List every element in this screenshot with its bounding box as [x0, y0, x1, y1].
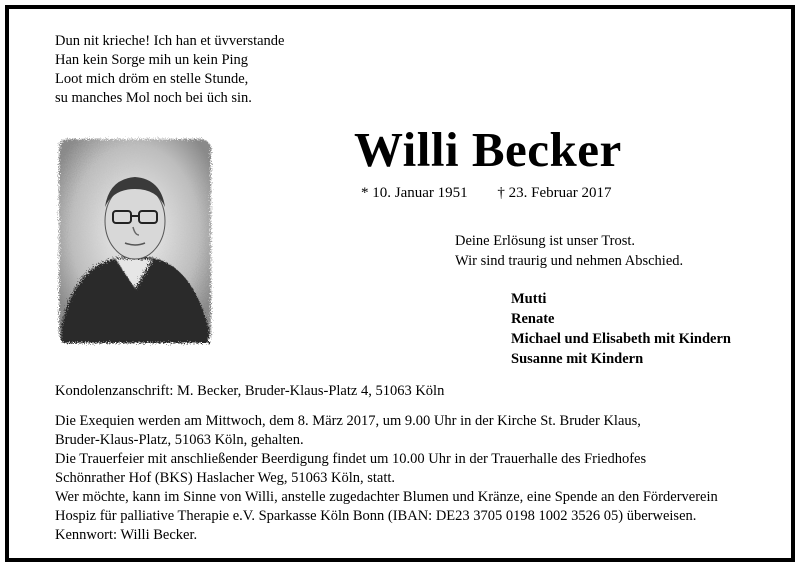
poem: [55, 32, 285, 108]
details-line: Bruder-Klaus-Platz, 51063 Köln, gehalten.: [55, 432, 304, 448]
mourner-name: Mutti: [511, 291, 547, 307]
farewell-quote: [455, 231, 683, 271]
quote-line: Wir sind traurig und nehmen Abschied.: [455, 253, 684, 269]
details-line: Wer möchte, kann im Sinne von Willi, anstelle zugedachter Blumen und Kränze, eine Spende an den Förderverein: [55, 489, 718, 505]
details-line: Hospiz für palliative Therapie e.V. Sparkasse Köln Bonn (IBAN: DE23 3705 0198 1002 3526 05) überweisen.: [55, 508, 697, 524]
poem-line: Dun nit krieche! Ich han et üvverstande: [55, 33, 285, 49]
mourner-name: Susanne mit Kindern: [511, 351, 644, 367]
quote-line: Deine Erlösung ist unser Trost.: [455, 233, 636, 249]
birth-date: * 10. Januar 1951: [361, 185, 468, 201]
details-line: Die Exequien werden am Mittwoch, dem 8. März 2017, um 9.00 Uhr in der Kirche St. Bruder Klaus,: [55, 413, 641, 429]
service-details: [55, 412, 718, 545]
portrait-photo: [53, 129, 217, 351]
poem-line: Han kein Sorge mih un kein Ping: [55, 52, 249, 68]
deceased-name: Willi Becker: [354, 122, 622, 177]
mourner-name: Renate: [511, 311, 555, 327]
mourners-list: [511, 289, 731, 369]
details-line: Die Trauerfeier mit anschließender Beerdigung findet um 10.00 Uhr in der Trauerhalle des Friedhofes: [55, 451, 647, 467]
death-date: † 23. Februar 2017: [497, 185, 612, 201]
life-dates: [361, 185, 612, 202]
details-line: Kennwort: Willi Becker.: [55, 527, 198, 543]
details-line: Schönrather Hof (BKS) Haslacher Weg, 51063 Köln, statt.: [55, 470, 396, 486]
poem-line: su manches Mol noch bei üch sin.: [55, 90, 252, 106]
mourner-name: Michael und Elisabeth mit Kindern: [511, 331, 731, 347]
poem-line: Loot mich dröm en stelle Stunde,: [55, 71, 249, 87]
condolence-address: Kondolenzanschrift: M. Becker, Bruder-Klaus-Platz 4, 51063 Köln: [55, 383, 445, 399]
obituary-notice: [5, 5, 795, 562]
